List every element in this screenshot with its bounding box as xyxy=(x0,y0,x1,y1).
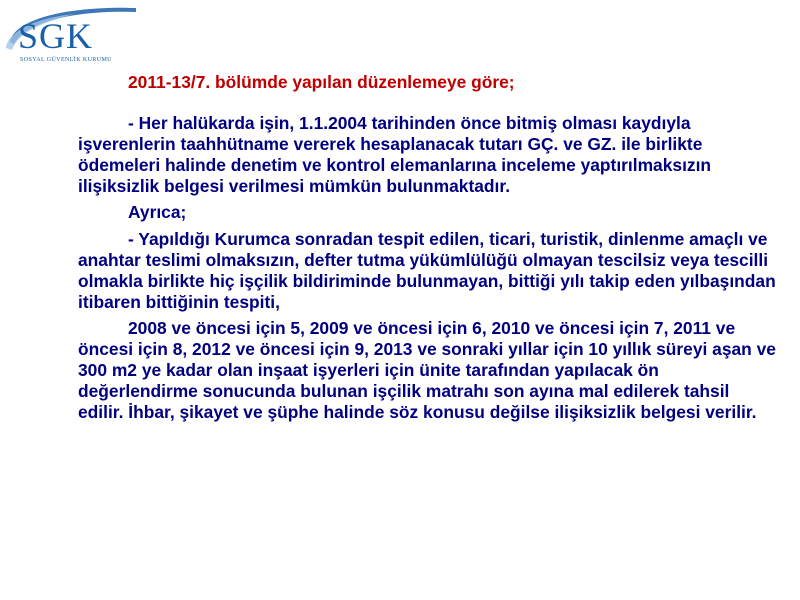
document-body xyxy=(78,72,778,428)
logo-text: SGK xyxy=(18,16,94,56)
paragraph-4: 2008 ve öncesi için 5, 2009 ve öncesi için 6, 2010 ve öncesi için 7, 2011 ve öncesi için 8, 2012 ve öncesi için 9, 2013 ve sonraki yıllar için 10 yıllık süreyi aşan ve 300 m2 ye kadar olan inşaat işyerleri için ünite tarafından yapılacak ön değerlendirme sonucunda bulunan işçilik matrahı son ayına mal edilerek tahsil edilir. İhbar, şikayet ve şüphe halinde söz konusu değilse ilişiksizlik belgesi verilir. xyxy=(78,318,776,422)
sgk-logo xyxy=(4,2,144,68)
paragraph-1: - Her halükarda işin, 1.1.2004 tarihinden önce bitmiş olması kaydıyla işverenlerin taahhütname vererek hesaplanacak tutarı GÇ. ve GZ. ile birlikte ödemeleri halinde denetim ve kontrol elemanlarına inceleme yaptırılmaksızın ilişiksizlik belgesi verilmesi mümkün bulunmaktadır. xyxy=(78,113,712,196)
paragraph-3: - Yapıldığı Kurumca sonradan tespit edilen, ticari, turistik, dinlenme amaçlı ve anahtar teslimi olmaksızın, defter tutma yükümlülüğü olmayan tescilsiz veya tescilli olmakla birlikte hiç işçilik bildiriminde bulunmayan, bittiği yılı takip eden yılbaşından itibaren bittiğinin tespiti, xyxy=(78,229,776,312)
logo-subtitle: SOSYAL GÜVENLİK KURUMU xyxy=(20,57,112,63)
document-heading: 2011-13/7. bölümde yapılan düzenlemeye göre; xyxy=(128,72,515,92)
paragraph-2: Ayrıca; xyxy=(128,202,187,222)
